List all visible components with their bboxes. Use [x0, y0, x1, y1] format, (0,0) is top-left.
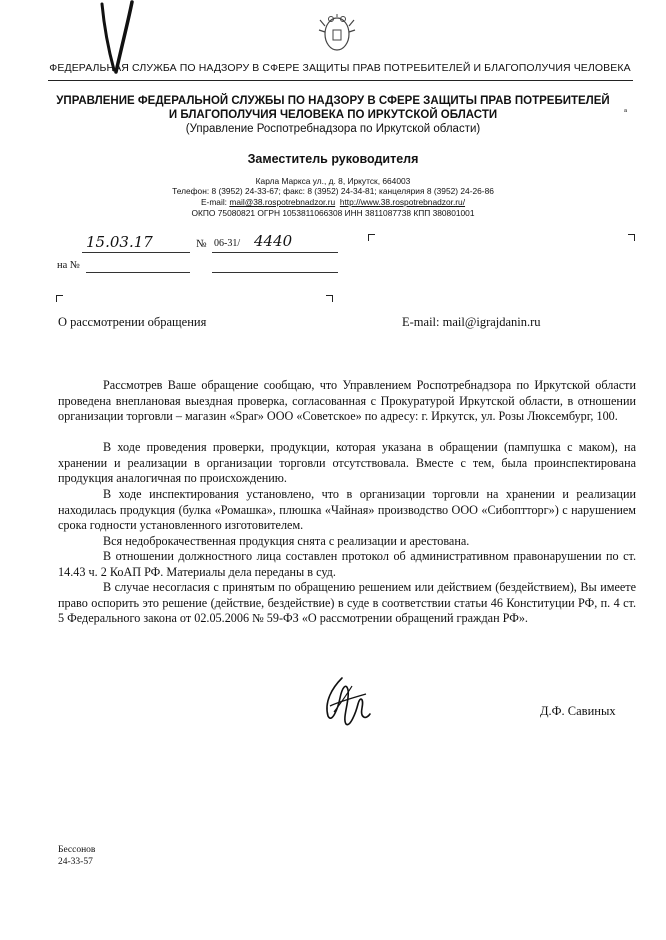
date-underline: [82, 252, 190, 253]
department-short-name: (Управление Роспотребнадзора по Иркутской области): [185, 123, 481, 135]
scan-speck: ᵃ: [624, 107, 627, 116]
subject: О рассмотрении обращения: [58, 315, 207, 329]
phones: Телефон: 8 (3952) 24-33-67; факс: 8 (3952) 24-34-81; канцелярия 8 (3952) 24-26-86: [172, 186, 494, 196]
corner-mark: [628, 234, 635, 241]
agency-name: ФЕДЕРАЛЬНАЯ СЛУЖБА ПО НАДЗОРУ В СФЕРЕ ЗАЩИТЫ ПРАВ ПОТРЕБИТЕЛЕЙ И БЛАГОПОЛУЧИЯ ЧЕЛОВЕКА: [49, 62, 631, 74]
body-paragraph: В ходе инспектирования установлено, что в организации торговли на хранении и реализации находилась продукция (булка «Ромашка», плюшка «Чайная» производство ООО «Сибоптторг») с нарушением срока годности установленного изготовителем.: [58, 487, 636, 533]
registration-codes: ОКПО 75080821 ОГРН 1053811066308 ИНН 3811087738 КПП 380801001: [191, 208, 475, 218]
position-title: Заместитель руководителя: [247, 152, 419, 166]
recipient-email: E-mail: mail@igrajdanin.ru: [402, 315, 541, 329]
registration-date: 15.03.17: [86, 233, 153, 251]
corner-mark: [326, 295, 333, 302]
address: Карла Маркса ул., д. 8, Иркутск, 664003: [255, 176, 411, 186]
body-paragraph: В отношении должностного лица составлен протокол об административном правонарушении по ст. 14.43 ч. 2 КоАП РФ. Материалы дела переданы в суд.: [58, 549, 636, 579]
department-name-line1: УПРАВЛЕНИЕ ФЕДЕРАЛЬНОЙ СЛУЖБЫ ПО НАДЗОРУ В СФЕРЕ ЗАЩИТЫ ПРАВ ПОТРЕБИТЕЛЕЙ: [56, 95, 610, 107]
body-paragraph: Вся недоброкачественная продукция снята с реализации и арестована.: [103, 534, 470, 548]
reference-number-underline: [212, 272, 338, 273]
signer-name: Д.Ф. Савиных: [540, 704, 616, 718]
registration-number: 4440: [254, 232, 293, 250]
email-label: E-mail:: [200, 197, 230, 207]
body-paragraph: В случае несогласия с принятым по обращению решением или действием (бездействием), Вы имеете право оспорить это решение (действие, бездействие) в суде в соответствии статьи 46 Конституции РФ, п. 4 ст. 5 Федерального закона от 02.05.2006 № 59-ФЗ «О рассмотрении обращений граждан РФ».: [58, 580, 636, 626]
corner-mark: [368, 234, 375, 241]
contact-links: [0, 197, 666, 207]
reference-date-underline: [86, 272, 190, 273]
corner-mark: [56, 295, 63, 302]
body-paragraph: Рассмотрев Ваше обращение сообщаю, что Управлением Роспотребнадзора по Иркутской области проведена внеплановая выездная проверка, согласованная с Прокуратурой Иркутской области, в отношении организации торговли – магазин «Spar» ООО «Советское» по адресу: г. Иркутск, ул. Розы Люксембург, 100.: [58, 378, 636, 424]
department-name-line2: И БЛАГОПОЛУЧИЯ ЧЕЛОВЕКА ПО ИРКУТСКОЙ ОБЛАСТИ: [168, 109, 498, 121]
reference-label: на №: [57, 260, 80, 271]
executor-name: Бессонов: [58, 845, 96, 855]
number-underline: [212, 252, 338, 253]
website-link[interactable]: http://www.38.rospotrebnadzor.ru/: [339, 197, 466, 207]
body-paragraph: В ходе проведения проверки, продукции, которая указана в обращении (пампушка с маком), на хранении и реализации в организации торговли отсутствовала. Вместе с тем, была проинспектирована продукция аналогичная по происхождению.: [58, 440, 636, 486]
email-link[interactable]: mail@38.rospotrebnadzor.ru: [229, 197, 336, 207]
handwritten-signature-icon: [312, 668, 374, 732]
header-divider: [48, 80, 633, 81]
number-prefix: 06-31/: [214, 238, 241, 249]
number-label: №: [196, 238, 207, 250]
executor-phone: 24-33-57: [58, 857, 93, 867]
coat-of-arms-icon: [318, 12, 356, 56]
